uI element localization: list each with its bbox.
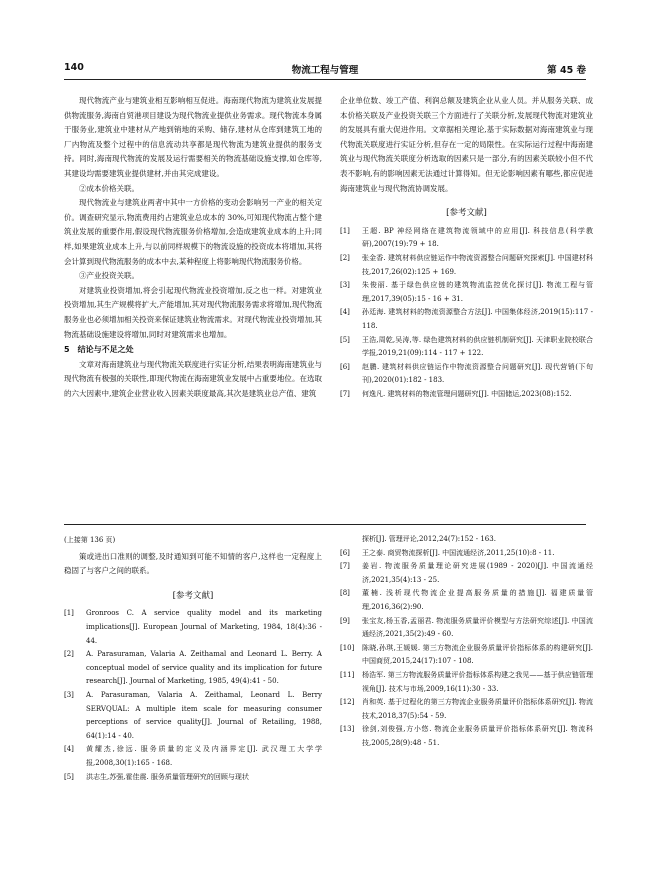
reference-item: [2] 张金香. 建筑材料供应链运作中物流资源整合问题研究探索[J]. 中国建材科技,2017,26(02):125 + 169. [340, 253, 593, 276]
body-paragraph: 现代物流业与建筑业两者中其中一方价格的变动会影响另一产业的相关定价。调查研究显示,物流费用约占建筑业总成本的 30%,可知现代物流占整个建筑业发展的重要作用,假设现代物流服务价格增加,会造成建筑业成本的上升;同样,如果建筑业成本上升,与以前同样规模下的物流设施的投资成本将增加,其将会计算到现代物流服务的成本中去,某种程度上将影响现代物流服务价格。 [64, 198, 322, 266]
article-divider [64, 524, 586, 525]
reference-item: [12] 肖和英. 基于过程化的第三方物流企业服务质量评价指标体系研究[J]. 物流技术,2018,37(5):54 - 59. [340, 698, 593, 720]
section-heading [64, 343, 322, 358]
subheading-cost-price: ②成本价格关联。 [79, 183, 139, 193]
conclusion-paragraph: 文章对海南建筑业与现代物流关联度进行实证分析,结果表明海南建筑业与现代物流有极强的关联性,即现代物流在海南建筑业发展中占重要地位。在选取的六大因素中,建筑企业营业收入因素关联度最高,其次是建筑业总产值、建筑 [64, 359, 322, 398]
reference-item: [9] 张宝友,杨玉香,孟丽君. 物流服务质量评价模型与方法研究综述[J]. 中国流通经济,2021,35(2):49 - 60. [340, 616, 593, 639]
references-heading: [参考文献] [172, 590, 214, 601]
references-heading: [参考文献] [446, 208, 487, 219]
page-header [64, 62, 586, 78]
reference-item: [3] 朱俊丽. 基于绿色供应链的建筑物流监控优化探讨[J]. 物流工程与管理,2017,39(05):15 - 16 + 31. [340, 281, 593, 303]
reference-item: [4] 黄耀杰,徐远. 服务质量的定义及内涵界定[J]. 武汉理工大学学报,2008,30(1):165 - 168. [64, 745, 322, 767]
page-number: 140 [64, 62, 84, 73]
body-paragraph: 策或进出口准则的调整,及时通知到可能不知情的客户,这样也一定程度上稳固了与客户之间的联系。 [64, 551, 322, 576]
lower-right-column [340, 533, 593, 751]
section-number: 5 [64, 345, 70, 355]
reference-item: [6] 赵鹏. 建筑材料供应链运作中物流资源整合问题研究[J]. 现代营销(下旬刊),2020(01):182 - 183. [340, 362, 593, 385]
reference-item: [10] 陈晓,孙琪,王媛媛. 第三方物流企业服务质量评价指标体系的构建研究[J]. 中国商贸,2015,24(17):107 - 108. [340, 643, 593, 666]
volume-label: 第 45 卷 [547, 65, 586, 76]
body-paragraph: 现代物流产业与建筑业相互影响相互促进。海南现代物流为建筑业发展提供物流服务,海南自贸港项目建设为现代物流业提供业务需求。现代物流本身属于服务业,建筑业中建材从产地到销地的采购、储存,建材从仓库到建筑工地的厂内物流及整个过程中的信息流动共享都是现代物流为建筑业提供的服务支持。同时,海南现代物流的发展及运行需要相关的物流基础设施支撑,如仓库等,其建设均需要建筑业提供建材,并由其完成建设。 [64, 96, 322, 178]
reference-item: [11] 杨浩军. 第三方物流服务质量评价指标体系构建之我见——基于供应链管理视角[J]. 技术与市场,2009,16(11):30 - 33. [340, 670, 593, 693]
reference-item: [7] 姜岩. 物流服务质量理论研究进展(1989 - 2020)[J]. 中国流通经济,2021,35(4):13 - 25. [340, 562, 593, 584]
conclusion-paragraph-continued: 企业单位数、竣工产值、利润总额及建筑企业从业人员。并从服务关联、成本价格关联及产业投资关联三个方面进行了关联分析,发展现代物流对建筑业的发展具有重大促进作用。文章据相关理论,基于实际数据对海南建筑业与现代物流关联度进行实证分析,但存在一定的局限性。在实际运行过程中海南建筑业与现代物流关联度分析选取的因素只是一部分,有的因素关联较小但不代表不影响,有的影响因素无法通过计算得知。但无论影响因素有哪些,都应促进海南建筑业与现代物流协调发展。 [340, 96, 593, 193]
section-title: 结论与不足之处 [77, 345, 134, 355]
reference-item: [3] A. Parasuraman, Valaria A. Zeithamal, Leonard L. Berry SERVQUAL: A multiple item scale for measuring consumer perceptions of service quality[J]. Journal of Retailing, 1988, 64(1):14 - 40. [64, 690, 322, 740]
reference-item: [6] 王之泰. 商贸物流探析[J]. 中国流通经济,2011,25(10):8 - 11. [340, 548, 555, 557]
reference-item: [4] 孙廷海. 建筑材料的物流资源整合方法[J]. 中国集体经济,2019(15):117 - 118. [340, 308, 593, 330]
subheading-industry-investment: ③产业投资关联。 [79, 271, 139, 281]
upper-left-column [64, 94, 322, 401]
header-divider [64, 79, 586, 80]
reference-list [340, 225, 593, 402]
body-paragraph: 对建筑业投资增加,将会引起现代物流业投资增加,反之也一样。对建筑业投资增加,其生产规模将扩大,产能增加,其对现代物流服务需求将增加,现代物流服务业也必须增加相关投资来保证建筑业物流需求。对现代物流业投资增加,其物流基础设施建设将增加,同时对建筑需求也增加。 [64, 285, 322, 339]
reference-item: [13] 徐剑,刘俊强,方小悠. 物流企业服务质量评价指标体系研究[J]. 物流科技,2005,28(9):48 - 51. [340, 725, 593, 747]
reference-item: [5] 王浩,周乾,吴涛,等. 绿色建筑材料的供应链机制研究[J]. 天津职业院校联合学报,2019,21(09):114 - 117 + 122. [340, 335, 593, 358]
continued-from-note: (上接第 136 页) [64, 536, 116, 544]
reference-item: [1] Gronroos C. A service quality model and its marketing implications[J]. European Journal of Marketing, 1984, 18(4):36 - 44. [64, 609, 322, 645]
lower-left-column [64, 533, 322, 784]
journal-title: 物流工程与管理 [291, 65, 359, 76]
reference-item: [1] 王超. BP 神经网络在建筑物流领域中的应用[J]. 科技信息(科学教研),2007(19):79 + 18. [340, 226, 593, 249]
reference-item: 探析[J]. 管理评论,2012,24(7):152 - 163. [362, 535, 496, 543]
reference-list [64, 607, 322, 784]
reference-item: [7] 何逸凡. 建筑材料的物流管理问题研究[J]. 中国储运,2023(08):152. [340, 389, 572, 398]
reference-item: [8] 董楠. 浅析现代物流企业提高服务质量的措施[J]. 福建质量管理,2016,36(2):90. [340, 589, 593, 611]
reference-list-continued [340, 533, 593, 751]
upper-right-column [340, 94, 593, 401]
reference-item: [2] A. Parasuraman, Valaria A. Zeithamal and Leonard L. Berry. A conceptual model of service quality and its implication for future research[J]. Journal of Marketing, 1985, 49(4):41 - 50. [64, 650, 322, 686]
reference-item: [5] 洪志生,苏强,霍佳震. 服务质量管理研究的回顾与现状 [64, 772, 249, 781]
